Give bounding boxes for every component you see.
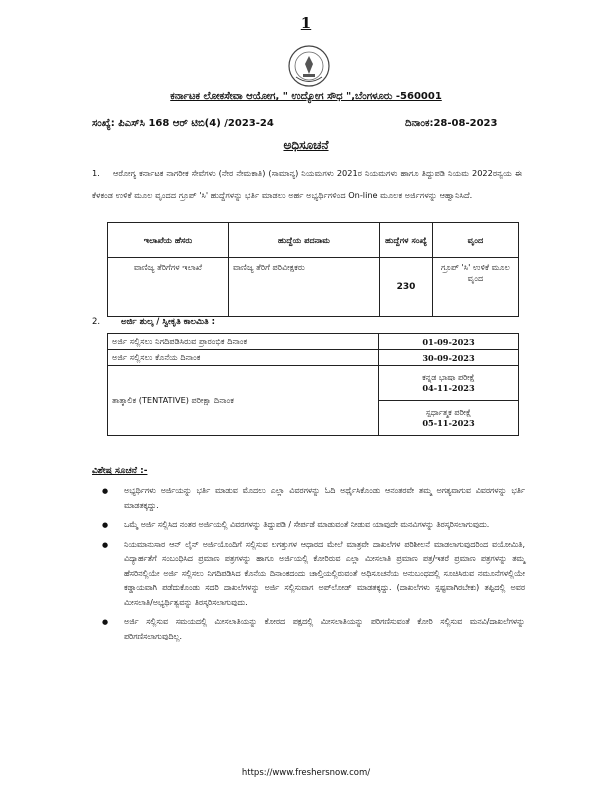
section-title: ಅರ್ಜಿ ಶುಲ್ಕ / ಸ್ವೀಕೃತಿ ಕಾಲಮಿತಿ :: [120, 317, 215, 327]
exam-2-name: ಸ್ಪರ್ಧಾತ್ಮಕ ಪರೀಕ್ಷೆ: [425, 408, 472, 417]
list-item: ● ಅಭ್ಯರ್ಥಿಗಳು ಅರ್ಜಿಯನ್ನು ಭರ್ತಿ ಮಾಡುವ ಮೊದಲು ಎಲ್ಲಾ ವಿವರಗಳನ್ನು ಓದಿ ಅರ್ಥೈಸಿಕೊಂಡು ಆನಂತರವೇ ತಮ್ಮ ಅಗತ್ಯವಾಗುವ ವಿವರಗಳನ್ನು ಭರ್ತಿ ಮಾಡತಕ್ಕದ್ದು.: [100, 484, 525, 513]
exam-1-cell: [379, 366, 519, 401]
exam-2-cell: [379, 401, 519, 436]
table-header-row: [108, 223, 519, 258]
paragraph-text: ಆರೋಗ್ಯ ಕರ್ನಾಟಕ ನಾಗರೀಕ ಸೇವೆಗಳು (ನೇರ ನೇಮಕಾತಿ) (ಸಾಮಾನ್ಯ) ನಿಯಮಗಳು 2021ರ ನಿಯಮಗಳು ಹಾಗೂ ತಿದ್ದುಪಡಿ ನಿಯಮ 2022ರನ್ವಯ ಈ ಕೆಳಕಂಡ ಉಳಿಕೆ ಮೂಲ ವೃಂದದ ಗ್ರೂಪ್ 'ಸಿ' ಹುದ್ದೆಗಳನ್ನು ಭರ್ತಿ ಮಾಡಲು ಅರ್ಹ ಅಭ್ಯರ್ಥಿಗಳಿಂದ On-line ಮೂಲಕ ಅರ್ಜಿಗಳನ್ನು ಆಹ್ವಾನಿಸಿದೆ.: [92, 168, 522, 200]
end-date-label: ಅರ್ಜಿ ಸಲ್ಲಿಸಲು ಕೊನೆಯ ದಿನಾಂಕ: [108, 350, 379, 366]
exam-2-date: 05-11-2023: [422, 418, 475, 428]
table-row: [108, 350, 519, 366]
page-number: 1: [300, 14, 312, 32]
section-number: 2.: [92, 317, 101, 327]
special-notes-title: ವಿಶೇಷ ಸೂಚನೆ :-: [92, 466, 148, 476]
special-notes-list: [100, 484, 525, 649]
start-date-value: 01-09-2023: [379, 334, 519, 350]
column-header: ವೃಂದ: [433, 223, 519, 258]
column-header: ಹುದ್ದೆಗಳ ಸಂಖ್ಯೆ: [380, 223, 433, 258]
paragraph-number: 1.: [92, 168, 100, 178]
department-cell: ವಾಣಿಜ್ಯ ತೆರಿಗೆಗಳ ಇಲಾಖೆ: [108, 258, 229, 317]
list-item: ● ಅರ್ಜಿ ಸಲ್ಲಿಸುವ ಸಮಯದಲ್ಲಿ ಮೀಸಲಾತಿಯನ್ನು ಕೋರದ ಪಕ್ಷದಲ್ಲಿ ಮೀಸಲಾತಿಯನ್ನು ಪರಿಗಣಿಸುವಂತೆ ಕೋರಿ ಸಲ್ಲಿಸುವ ಮನವಿ/ದಾಖಲೆಗಳನ್ನು ಪರಿಗಣಿಸಲಾಗುವುದಿಲ್ಲ.: [100, 615, 525, 644]
list-item: ● ಒಮ್ಮೆ ಅರ್ಜಿ ಸಲ್ಲಿಸಿದ ನಂತರ ಅರ್ಜಿಯಲ್ಲಿ ವಿವರಗಳನ್ನು ತಿದ್ದುಪಡಿ / ಸೇರ್ಪಡೆ ಮಾಡುವಂತೆ ನೀಡುವ ಯಾವುದೇ ಮನವಿಗಳನ್ನು ತಿರಸ್ಕರಿಸಲಾಗುವುದು.: [100, 518, 525, 533]
list-item: ● ನಿಯಮಾನುಸಾರ ಆನ್ ಲೈನ್ ಅರ್ಜಿಯೊಂದಿಗೆ ಸಲ್ಲಿಸುವ ಲಗತ್ತುಗಳ ಆಧಾರದ ಮೇಲೆ ಮಾತ್ರವೇ ದಾಖಲೆಗಳ ಪರಿಶೀಲನೆ ಮಾಡಲಾಗುವುದರಿಂದ ವಯೋಮಿತಿ, ವಿದ್ಯಾರ್ಹತೆಗೆ ಸಂಬಂಧಿಸಿದ ಪ್ರಮಾಣ ಪತ್ರಗಳನ್ನು ಹಾಗೂ ಅರ್ಜಿಯಲ್ಲಿ ಕೋರಿರುವ ಎಲ್ಲಾ ಮೀಸಲಾತಿ ಪ್ರಮಾಣ ಪತ್ರ/ಇತರೆ ಪ್ರಮಾಣ ಪತ್ರಗಳನ್ನು ತಮ್ಮ ಹೆಸರಿನಲ್ಲಿಯೇ ಅರ್ಜಿ ಸಲ್ಲಿಸಲು ನಿಗದಿಪಡಿಸಿದ ಕೊನೆಯ ದಿನಾಂಕದಂದು ಚಾಲ್ತಿಯಲ್ಲಿರುವಂತೆ ಅಧಿಸೂಚನೆಯ ಅನುಬಂಧದಲ್ಲಿ ಸೂಚಿಸಿರುವ ನಮೂನೆಗಳಲ್ಲಿಯೇ ಕಡ್ಡಾಯವಾಗಿ ಪಡೆದುಕೊಂಡು ಸದರಿ ದಾಖಲೆಗಳನ್ನು ಅರ್ಜಿ ಸಲ್ಲಿಸುವಾಗ ಅಪ್‌ಲೋಡ್ ಮಾಡತಕ್ಕದ್ದು. (ದಾಖಲೆಗಳು ಸ್ಪಷ್ಟವಾಗಿರಬೇಕು) ತಪ್ಪಿದಲ್ಲಿ ಅವರ ಮೀಸಲಾತಿ/ಅಭ್ಯರ್ಥಿತ್ವವನ್ನು ತಿರಸ್ಕರಿಸಲಾಗುವುದು.: [100, 538, 525, 611]
paragraph-1: [92, 162, 522, 206]
exam-1-name: ಕನ್ನಡ ಭಾಷಾ ಪರೀಕ್ಷೆ: [422, 373, 475, 382]
kpsc-emblem-icon: [287, 44, 331, 88]
table-row: [108, 366, 519, 401]
column-header: ಹುದ್ದೆಯ ಪದನಾಮ: [229, 223, 380, 258]
end-date-value: 30-09-2023: [379, 350, 519, 366]
designation-cell: ವಾಣಿಜ್ಯ ತೆರಿಗೆ ಪರಿವೀಕ್ಷಕರು: [229, 258, 380, 317]
exam-date-label: ತಾತ್ಕಾಲಿಕ (TENTATIVE) ಪರೀಕ್ಷಾ ದಿನಾಂಕ: [108, 366, 379, 436]
notification-date: ದಿನಾಂಕ:28-08-2023: [405, 118, 498, 129]
table-row: [108, 258, 519, 317]
column-header: ಇಲಾಖೆಯ ಹೆಸರು: [108, 223, 229, 258]
table-row: [108, 334, 519, 350]
footer-url: https://www.freshersnow.com/: [241, 768, 371, 778]
dates-table: [107, 333, 519, 436]
cadre-cell: ಗ್ರೂಪ್ 'ಸಿ' ಉಳಿಕೆ ಮೂಲ ವೃಂದ: [433, 258, 519, 317]
start-date-label: ಅರ್ಜಿ ಸಲ್ಲಿಸಲು ನಿಗದಿಪಡಿಸಿರುವ ಪ್ರಾರಂಭಿಕ ದಿನಾಂಕ: [108, 334, 379, 350]
section-2-heading: [92, 317, 215, 327]
posts-table: [107, 222, 519, 317]
reference-number: ಸಂಖ್ಯೆ: ಪಿಎಸ್‌ಸಿ 168 ಆರ್‌ ಟಿಬಿ(4) /2023-24: [92, 118, 274, 129]
notification-title: ಅಧಿಸೂಚನೆ: [283, 138, 329, 152]
post-count-cell: 230: [380, 258, 433, 317]
exam-1-date: 04-11-2023: [422, 383, 475, 393]
commission-title: ಕರ್ನಾಟಕ ಲೋಕಸೇವಾ ಆಯೋಗ, " ಉದ್ಯೋಗ ಸೌಧ ",ಬೆಂಗಳೂರು -560001: [170, 91, 442, 102]
